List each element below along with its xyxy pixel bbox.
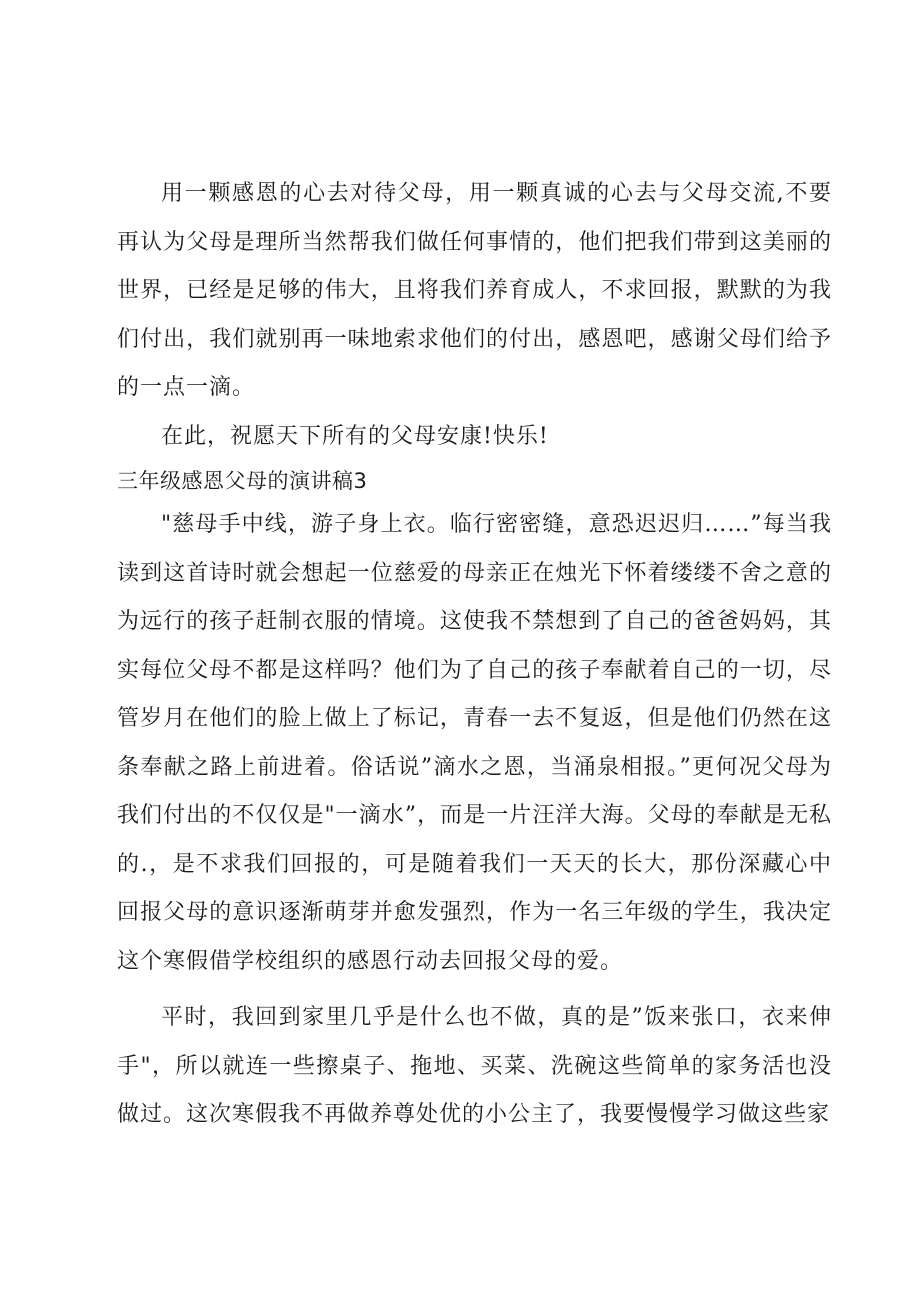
paragraph-blessing: 在此，祝愿天下所有的父母安康!快乐! [161,423,549,449]
paragraph-gratitude: 用一颗感恩的心去对待父母，用一颗真诚的心去与父母交流,不要再认为父母是理所当然帮我们做任何事情的，他们把我们带到这美丽的世界，已经是足够的伟大，且将我们养育成人，不求回报，默默的为我们付出，我们就别再一味地索求他们的付出，感恩吧，感谢父母们给予的一点一滴。 [117,181,832,400]
paragraph-daily-life: 平时，我回到家里几乎是什么也不做，真的是”饭来张口，衣来伸手"，所以就连一些擦桌子、拖地、买菜、洗碗这些简单的家务活也没做过。这次寒假我不再做养尊处优的小公主了，我要慢慢学习做这些家 [117,1005,832,1127]
section-heading: 三年级感恩父母的演讲稿3 [117,469,368,493]
document-body [117,170,832,1140]
paragraph-poem: "慈母手中线，游子身上衣。临行密密缝，意恐迟迟归……”每当我读到这首诗时就会想起一位慈爱的母亲正在烛光下怀着缕缕不舍之意的为远行的孩子赶制衣服的情境。这使我不禁想到了自己的爸爸妈妈，其实每位父母不都是这样吗？他们为了自己的孩子奉献着自己的一切，尽管岁月在他们的脸上做上了标记，青春一去不复返，但是他们仍然在这条奉献之路上前进着。俗话说”滴水之恩，当涌泉相报。”更何况父母为我们付出的不仅仅是"一滴水”，而是一片汪洋大海。父母的奉献是无私的.，是不求我们回报的，可是随着我们一天天的长大，那份深藏心中回报父母的意识逐渐萌芽并愈发强烈，作为一名三年级的学生，我决定这个寒假借学校组织的感恩行动去回报父母的爱。 [117,512,832,974]
